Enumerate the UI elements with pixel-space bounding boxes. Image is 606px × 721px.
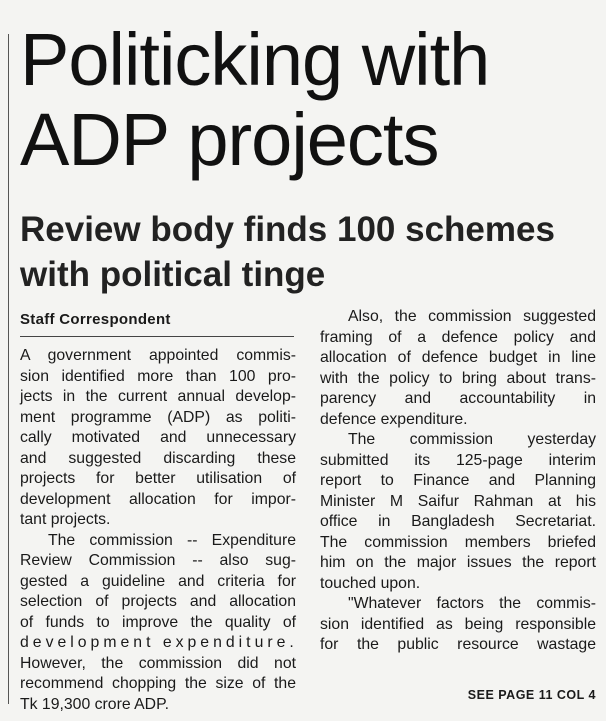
- body-line: allocation of defence budget in line: [320, 349, 596, 366]
- body-line: submitted its 125-page interim: [320, 451, 596, 469]
- body-line: The commission -- Expenditure: [48, 531, 296, 549]
- body-line: parency and accountability in: [320, 390, 596, 407]
- body-line: cally motivated and unnecessary: [20, 429, 296, 446]
- headline: [20, 20, 600, 180]
- article-column-left: [20, 346, 296, 715]
- byline: Staff Correspondent: [20, 311, 171, 328]
- body-line: office in Bangladesh Secretariat.: [320, 513, 596, 530]
- subheadline: [20, 207, 600, 297]
- body-line: A government appointed commis-: [20, 347, 296, 364]
- body-line: The commission members briefed: [320, 533, 596, 551]
- body-line: Tk 19,300 crore ADP.: [20, 695, 169, 713]
- column-rule: [8, 34, 9, 704]
- body-line: However, the commission did not: [20, 654, 296, 672]
- body-line: with the policy to bring about trans-: [320, 369, 596, 387]
- body-line: The commission yesterday: [348, 431, 596, 448]
- headline-line: Politicking with: [20, 18, 490, 101]
- body-line: him on the major issues the report: [320, 554, 596, 571]
- article-column-right: [320, 307, 596, 656]
- body-line: report to Finance and Planning: [320, 472, 596, 489]
- body-line: Review Commission -- also sug-: [20, 552, 296, 569]
- body-line: Minister M Saifur Rahman at his: [320, 492, 596, 510]
- body-line: ment programme (ADP) as politi-: [20, 408, 296, 426]
- body-line: jects in the current annual develop-: [20, 388, 296, 405]
- subheadline-line: Review body finds 100 schemes: [20, 210, 555, 249]
- body-line: sion identified more than 100 pro-: [20, 367, 296, 385]
- body-line: of funds to improve the quality of: [20, 613, 296, 631]
- body-line: tant projects.: [20, 511, 111, 528]
- continued-on-page-label[interactable]: SEE PAGE 11 COL 4: [467, 688, 596, 702]
- byline-divider: [20, 336, 294, 337]
- body-line: "Whatever factors the commis-: [348, 595, 596, 612]
- body-line: selection of projects and allocation: [20, 593, 296, 610]
- body-line: gested a guideline and criteria for: [20, 572, 296, 590]
- body-line: Also, the commission suggested: [348, 308, 596, 325]
- body-line: development expenditure.: [20, 634, 298, 651]
- body-line: development allocation for impor-: [20, 490, 296, 508]
- body-line: sion identified as being responsible: [320, 615, 596, 633]
- body-line: touched upon.: [320, 574, 421, 592]
- body-line: for the public resource wastage: [320, 636, 596, 653]
- body-line: recommend chopping the size of the: [20, 675, 296, 692]
- subheadline-line: with political tinge: [20, 255, 326, 294]
- headline-line: ADP projects: [20, 98, 439, 181]
- body-line: defence expenditure.: [320, 410, 468, 428]
- body-line: framing of a defence policy and: [320, 328, 596, 346]
- body-line: and suggested discarding these: [20, 449, 296, 467]
- body-line: projects for better utilisation of: [20, 470, 296, 487]
